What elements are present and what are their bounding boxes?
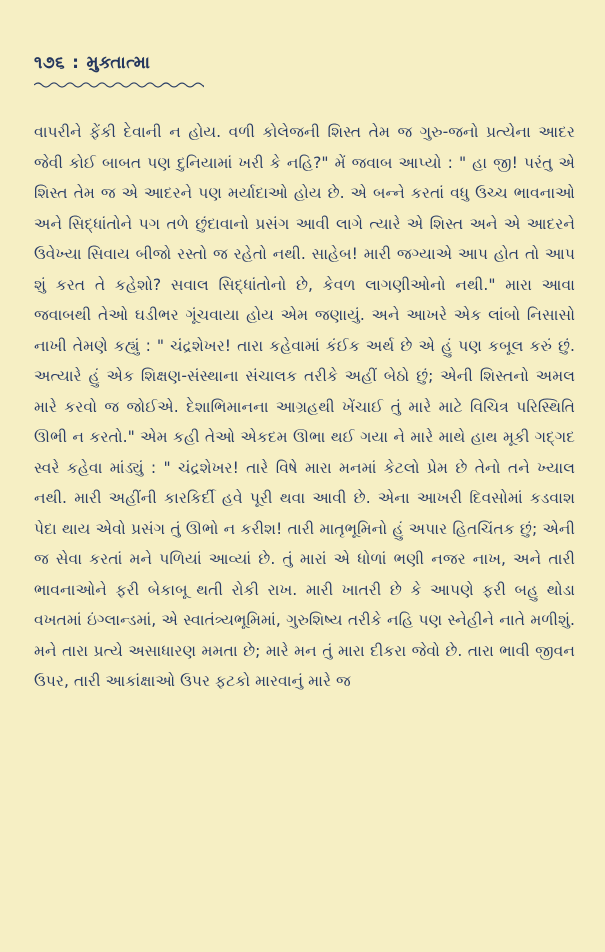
running-header [34, 52, 575, 74]
page-number: ૧૭૬ [34, 53, 66, 73]
body-text [34, 117, 575, 697]
book-title: મુક્તાત્મા [86, 53, 151, 73]
header-separator: : [72, 53, 80, 73]
paragraph: વાપરીને ફેંકી દેવાની ન હોય. વળી કોલેજની શિસ્ત તેમ જ ગુરુ-જનો પ્રત્યેના આદર જેવી કોઈ બાબત પણ દુનિયામાં ખરી કે નહિ?" મેં જવાબ આપ્યો : " હા જી! પરંતુ એ શિસ્ત તેમ જ એ આદરને પણ મર્યાદાઓ હોય છે. એ બન્ને કરતાં વધુ ઉચ્ચ ભાવનાઓ અને સિદ્ધાંતોને પગ તળે છુંદાવાનો પ્રસંગ આવી લાગે ત્યારે એ શિસ્ત અને એ આદરને ઉવેખ્યા સિવાય બીજો રસ્તો જ રહેતો નથી. સાહેબ! મારી જગ્યાએ આપ હોત તો આપ શું કરત તે કહેશો? સવાલ સિદ્ધાંતોનો છે, કેવળ લાગણીઓનો નથી." મારા આવા જવાબથી તેઓ ઘડીભર ગૂંચવાયા હોય એમ જણાયું. અને આખરે એક લાંબો નિસાસો નાખી તેમણે કહ્યું : " ચંદ્રશેખર! તારા કહેવામાં કંઈક અર્થ છે એ હું પણ કબૂલ કરું છું. અત્યારે હું એક શિક્ષણ-સંસ્થાના સંચાલક તરીકે અહીં બેઠો છું; એની શિસ્તનો અમલ મારે કરવો જ જોઈએ. દેશાભિમાનના આગ્રહથી ખેંચાઈ તું મારે માટે વિચિત્ર પરિસ્થિતિ ઊભી ન કરતો." એમ કહી તેઓ એકદમ ઊભા થઈ ગયા ને મારે માથે હાથ મૂકી ગદ્ગદ સ્વરે કહેવા માંડ્યું : " ચંદ્રશેખર! તારે વિષે મારા મનમાં કેટલો પ્રેમ છે તેનો તને ખ્યાલ નથી. મારી અહીંની કારકિર્દી હવે પૂરી થવા આવી છે. એના આખરી દિવસોમાં કડવાશ પેદા થાય એવો પ્રસંગ તું ઊભો ન કરીશ! તારી માતૃભૂમિનો હું અપાર હિતચિંતક છું; એની જ સેવા કરતાં મને પળિયાં આવ્યાં છે. તું મારાં એ ધોળાં ભણી નજર નાખ, અને તારી ભાવનાઓને ફરી બેકાબૂ થતી રોકી રાખ. મારી ખાતરી છે કે આપણે ફરી બહુ થોડા વખતમાં ઇંગ્લાન્ડમાં, એ સ્વાતંત્ર્યભૂમિમાં, ગુરુશિષ્ય તરીકે નહિ પણ સ્નેહીને નાતે મળીશું. મને તારા પ્રત્યે અસાધારણ મમતા છે; મારે મન તું મારા દીકરા જેવો છે. તારા ભાવી જીવન ઉપર, તારી આકાંક્ષાઓ ઉપર ફટકો મારવાનું મારે જ [34, 123, 575, 690]
decorative-wavy-rule [34, 81, 204, 89]
